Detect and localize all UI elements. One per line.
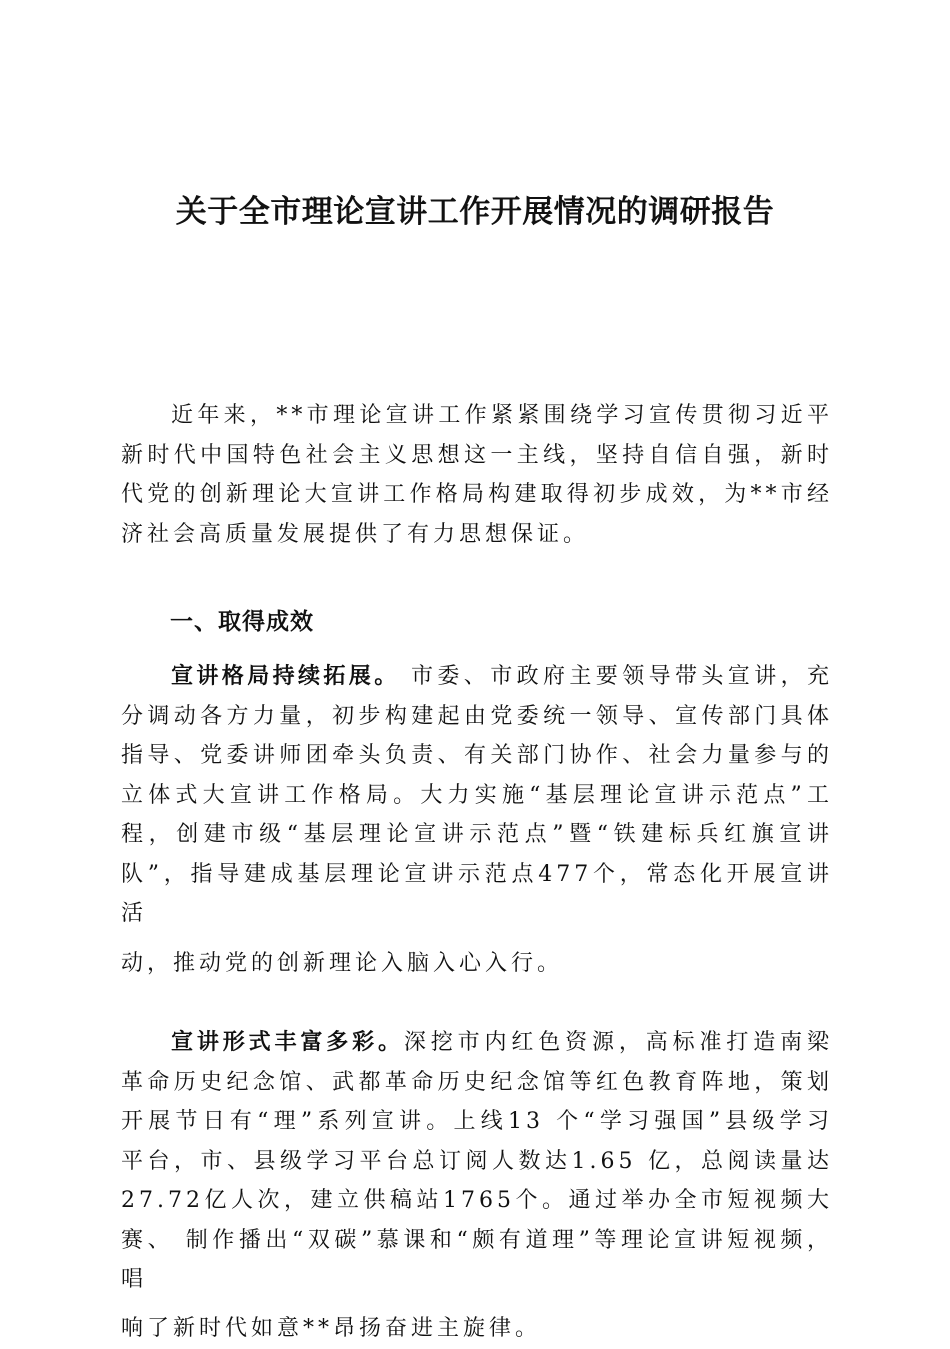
achievement-paragraph-1 (121, 657, 833, 934)
achievement-paragraph-2 (121, 1023, 833, 1300)
intro-paragraph: 近年来，**市理论宣讲工作紧紧围绕学习宣传贯彻习近平新时代中国特色社会主义思想这一主线，坚持自信自强，新时代党的创新理论大宣讲工作格局构建取得初步成效，为**市经济社会高质量发展提供了有力思想保证。 (121, 403, 833, 547)
paragraph-text: 深挖市内红色资源，高标准打造南梁革命历史纪念馆、武都革命历史纪念馆等红色教育阵地，策划开展节日有“理”系列宣讲。上线13 个“学习强国”县级学习 平台，市、县级学习平台总订阅人数达1.65 亿，总阅读量达 27.72亿人次，建立供稿站1765个。通过举办全市短视频大赛、 制作播出“双碳”慕课和“颇有道理”等理论宣讲短视频，唱 (121, 1030, 833, 1292)
achievement-paragraph-1-continuation: 动，推动党的创新理论入脑入心入行。 (121, 951, 564, 976)
document-title: 关于全市理论宣讲工作开展情况的调研报告 (175, 194, 775, 230)
paragraph-lead: 宣讲格局持续拓展。 (171, 664, 400, 689)
section-heading: 一、取得成效 (170, 609, 314, 635)
achievement-paragraph-2-continuation: 响了新时代如意**昂扬奋进主旋律。 (121, 1316, 542, 1341)
paragraph-lead: 宣讲形式丰富多彩。 (171, 1030, 404, 1055)
paragraph-text: 市委、市政府主要领导带头宣讲，充分调动各方力量，初步构建起由党委统一领导、宣传部门具体指导、党委讲师团牵头负责、有关部门协作、社会力量参与的立体式大宣讲工作格局。大力实施“基层理论宣讲示范点”工程，创建市级“基层理论宣讲示范点”暨“铁建标兵红旗宣讲队”，指导建成基层理论宣讲示范点477个，常态化开展宣讲活 (121, 664, 833, 926)
